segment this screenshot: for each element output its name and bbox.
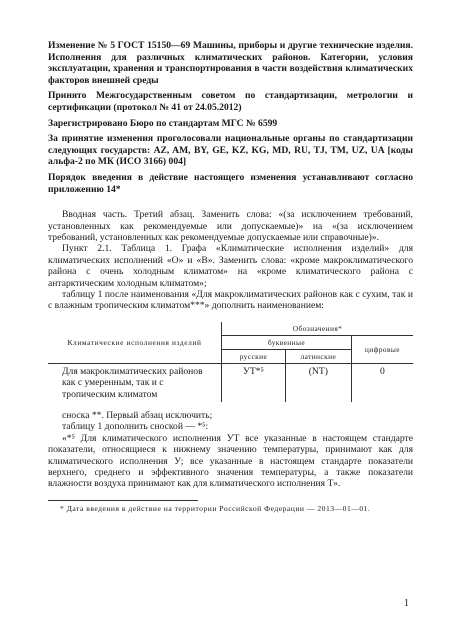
table-header-letter: буквенные [222,335,352,349]
body-paragraph: таблицу 1 после наименования «Для макроклиматических районов как с сухим, так и с влажным тропическим климатом***» дополнить наименованием: [48,288,413,312]
page-number: 1 [404,598,409,609]
table-header-digital: цифровые [351,335,413,363]
effective-order-note: Порядок введения в действие настоящего изменения устанавливают согласно приложению 14* [48,171,413,195]
amendment-title: Изменение № 5 ГОСТ 15150—69 Машины, приборы и другие технические изделия. Исполнения для различных климатических районов. Категории, условия эксплуатации, хранения и транспортирования в части воздействия климатических факторов внешней среды [48,40,413,86]
table-cell-russian: УТ*⁵ [222,363,286,402]
body-paragraph: сноска **. Первый абзац исключить; [62,410,213,421]
footnote: * Дата введения в действие на территории Российской Федерации — 2013—01—01. [60,503,371,513]
climatic-table [48,322,413,402]
body-paragraph: Пункт 2.1. Таблица 1. Графа «Климатические исполнения изделий» для климатических исполнений «О» и «В». Заменить слова: «кроме макроклиматического района с очень холодным климатом» на «кроме климатического района с антарктическим холодным климатом»; [48,243,413,289]
table-cell-latin: (NT) [285,363,351,402]
voting-note: За принятие изменения проголосовали национальные органы по стандартизации следующих государств: AZ, AM, BY, GE, KZ, KG, MD, RU, TJ, TM, UZ, UA [коды альфа-2 по МК (ИСО 3166) 004] [48,133,413,168]
registration-note: Зарегистрировано Бюро по стандартам МГС № 6599 [48,117,278,129]
table-cell-digital: 0 [351,363,413,402]
document-page [48,40,413,514]
footnote-divider [48,500,198,501]
body-paragraph: таблицу 1 дополнить сноской — *⁵: [62,421,209,433]
adoption-note: Принято Межгосударственным советом по стандартизации, метрологии и сертификации (протокол № 41 от 24.05.2012) [48,90,413,113]
body-paragraph: Вводная часть. Третий абзац. Заменить слова: «(за исключением требований, установленных как рекомендуемые или допускаемые)» на «(за исключением требований, установленных как рекомендуемые допускаемые или справочные)». [48,209,413,243]
table-header-latin: латинские [285,349,351,363]
body-paragraph: «*⁵ Для климатического исполнения УТ все указанные в настоящем стандарте показатели, относящиеся к нижнему значению температуры, принимают как для климатического исполнения У; все указанные в настоящем стандарте показатели верхнего, среднего и эффективного значения температуры, а также показатели влажности воздуха принимают как для климатического исполнения Т». [48,432,413,490]
table-row-name: Для макроклиматических районов как с умеренным, так и с тропическим климатом [48,363,222,402]
table-header-designations: Обозначения* [222,322,413,336]
table-header-product-versions: Климатические исполнения изделий [48,322,222,364]
table-header-russian: русские [222,349,286,363]
